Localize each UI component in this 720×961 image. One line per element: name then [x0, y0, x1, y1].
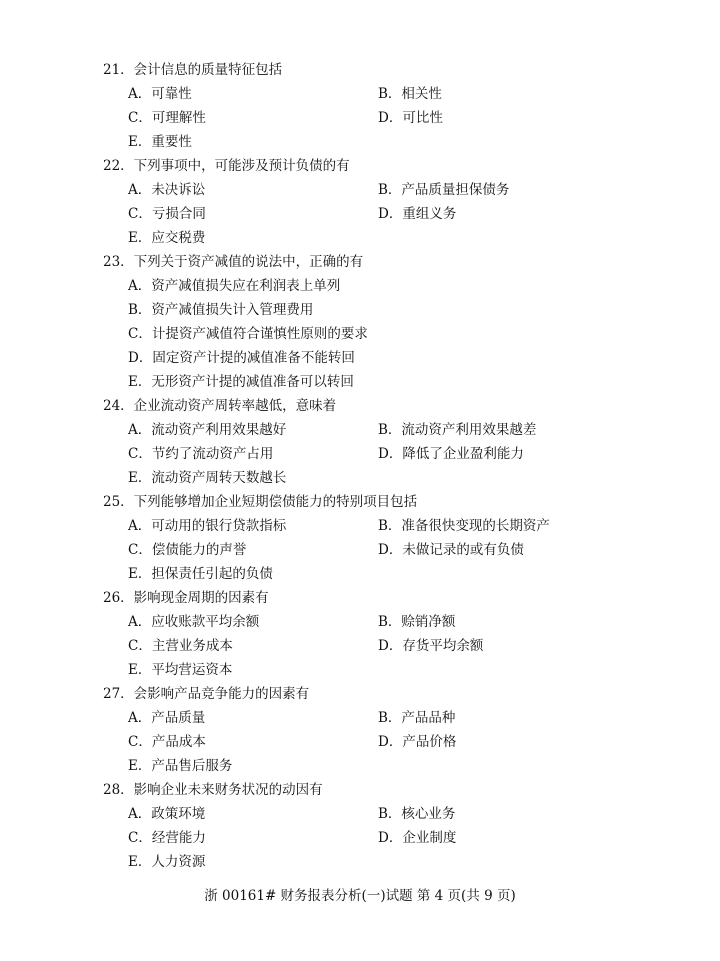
question-21-stem: 21．会计信息的质量特征包括 — [103, 62, 283, 78]
question-21-option-e: E．重要性 — [128, 134, 192, 150]
question-27-option-e: E．产品售后服务 — [128, 758, 233, 774]
question-25-option-a: A．可动用的银行贷款指标 — [128, 518, 287, 534]
question-25-option-e: E．担保责任引起的负债 — [128, 566, 273, 582]
question-25-option-b: B．准备很快变现的长期资产 — [378, 518, 550, 534]
question-22-option-e: E．应交税费 — [128, 230, 206, 246]
question-21-option-b: B．相关性 — [378, 86, 442, 102]
question-22-option-a: A．未决诉讼 — [128, 182, 206, 198]
question-26-option-b: B．赊销净额 — [378, 614, 456, 630]
question-26-stem: 26．影响现金周期的因素有 — [103, 590, 269, 606]
question-24-option-d: D．降低了企业盈利能力 — [378, 446, 524, 462]
page-footer: 浙 00161# 财务报表分析(一)试题 第 4 页(共 9 页) — [204, 888, 516, 904]
question-28-option-c: C．经营能力 — [128, 830, 206, 846]
question-23-stem: 23．下列关于资产减值的说法中，正确的有 — [103, 254, 364, 270]
question-24-stem: 24．企业流动资产周转率越低，意味着 — [103, 398, 337, 414]
question-27-option-d: D．产品价格 — [378, 734, 457, 750]
question-26-option-e: E．平均营运资本 — [128, 662, 233, 678]
question-28-option-e: E．人力资源 — [128, 854, 206, 870]
question-21-option-d: D．可比性 — [378, 110, 443, 126]
question-27-option-a: A．产品质量 — [128, 710, 206, 726]
question-25-option-d: D．未做记录的或有负债 — [378, 542, 524, 558]
question-24-option-c: C．节约了流动资产占用 — [128, 446, 274, 462]
question-26-option-c: C．主营业务成本 — [128, 638, 233, 654]
question-28-option-d: D．企业制度 — [378, 830, 457, 846]
question-22-option-c: C．亏损合同 — [128, 206, 206, 222]
question-24-option-e: E．流动资产周转天数越长 — [128, 470, 287, 486]
question-23-option-b: B．资产减值损失计入管理费用 — [128, 302, 314, 318]
question-23-option-a: A．资产减值损失应在利润表上单列 — [128, 278, 341, 294]
question-24-option-b: B．流动资产利用效果越差 — [378, 422, 537, 438]
question-22-option-b: B．产品质量担保债务 — [378, 182, 510, 198]
question-23-option-e: E．无形资产计提的减值准备可以转回 — [128, 374, 354, 390]
question-28-option-b: B．核心业务 — [378, 806, 456, 822]
question-28-option-a: A．政策环境 — [128, 806, 206, 822]
question-28-stem: 28．影响企业未来财务状况的动因有 — [103, 782, 323, 798]
question-23-option-c: C．计提资产减值符合谨慎性原则的要求 — [128, 326, 368, 342]
question-21-option-c: C．可理解性 — [128, 110, 206, 126]
question-27-option-b: B．产品品种 — [378, 710, 456, 726]
question-22-option-d: D．重组义务 — [378, 206, 457, 222]
question-27-option-c: C．产品成本 — [128, 734, 206, 750]
question-24-option-a: A．流动资产利用效果越好 — [128, 422, 287, 438]
question-23-option-d: D．固定资产计提的减值准备不能转回 — [128, 350, 355, 366]
question-21-option-a: A．可靠性 — [128, 86, 192, 102]
question-26-option-d: D．存货平均余额 — [378, 638, 484, 654]
question-27-stem: 27．会影响产品竞争能力的因素有 — [103, 686, 310, 702]
question-25-stem: 25．下列能够增加企业短期偿债能力的特别项目包括 — [103, 494, 418, 510]
question-22-stem: 22．下列事项中，可能涉及预计负债的有 — [103, 158, 350, 174]
question-26-option-a: A．应收账款平均余额 — [128, 614, 260, 630]
question-25-option-c: C．偿债能力的声誉 — [128, 542, 247, 558]
